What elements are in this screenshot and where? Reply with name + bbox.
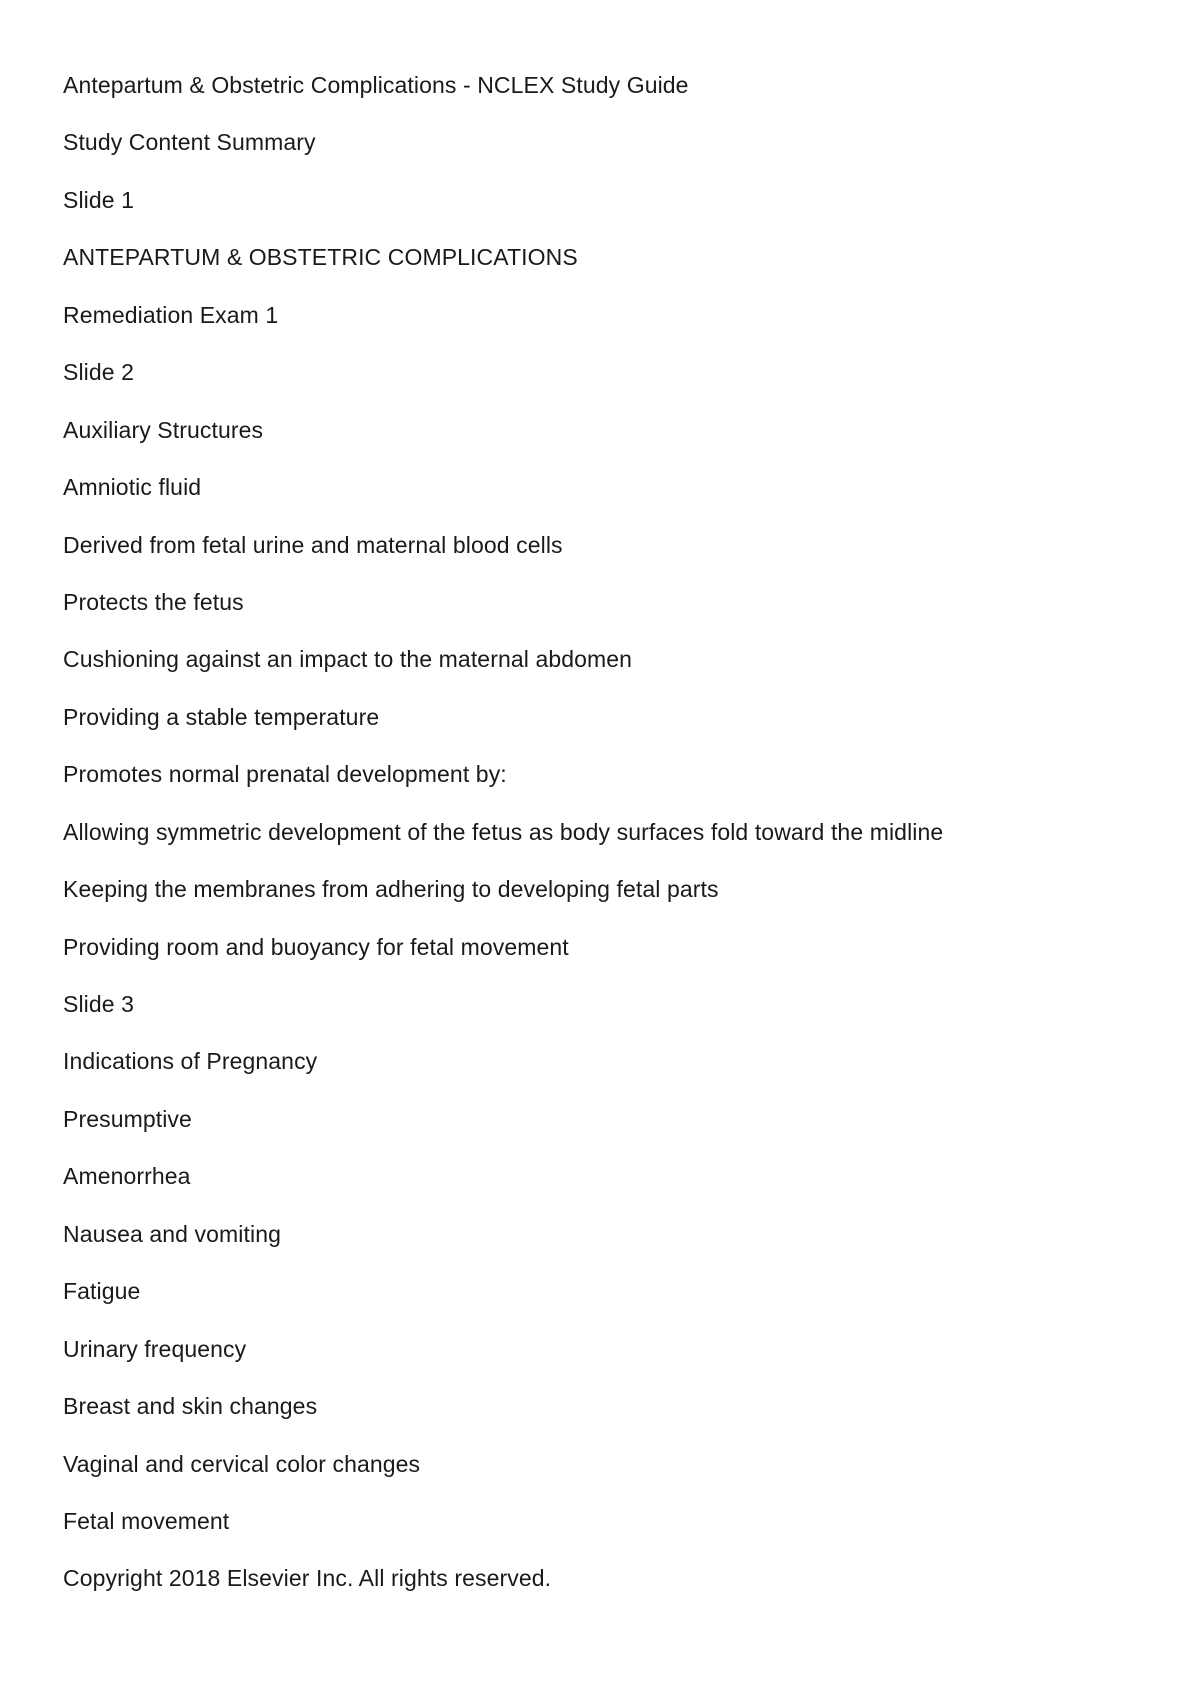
text-line: Amenorrhea	[63, 1163, 191, 1190]
text-line: Allowing symmetric development of the fetus as body surfaces fold toward the midline	[63, 818, 944, 845]
document-text	[63, 68, 943, 1619]
text-line: Derived from fetal urine and maternal blood cells	[63, 531, 563, 558]
slide-heading: Auxiliary Structures	[63, 416, 264, 443]
slide-label: Slide 3	[63, 991, 135, 1017]
text-line: Providing a stable temperature	[63, 703, 380, 730]
text-line: Promotes normal prenatal development by:	[63, 761, 507, 788]
text-line: Presumptive	[63, 1105, 192, 1132]
text-line: Keeping the membranes from adhering to developing fetal parts	[63, 876, 719, 903]
text-line: Protects the fetus	[63, 588, 244, 615]
document-title: Antepartum & Obstetric Complications - NCLEX Study Guide	[63, 72, 689, 98]
text-line: Cushioning against an impact to the maternal abdomen	[63, 646, 633, 673]
text-line: Urinary frequency	[63, 1335, 247, 1362]
text-line: Fetal movement	[63, 1507, 230, 1534]
document-subtitle: Study Content Summary	[63, 129, 316, 156]
slide-heading: Indications of Pregnancy	[63, 1048, 318, 1075]
text-line: Remediation Exam 1	[63, 301, 279, 328]
slide-heading: ANTEPARTUM & OBSTETRIC COMPLICATIONS	[63, 244, 578, 271]
slide-label: Slide 1	[63, 186, 135, 213]
text-line: Amniotic fluid	[63, 474, 202, 501]
text-line: Vaginal and cervical color changes	[63, 1450, 421, 1477]
text-line: Nausea and vomiting	[63, 1220, 281, 1247]
text-line: Providing room and buoyancy for fetal movement	[63, 933, 569, 960]
text-line: Fatigue	[63, 1278, 141, 1305]
slide-label: Slide 2	[63, 359, 135, 386]
text-line: Breast and skin changes	[63, 1393, 318, 1420]
copyright-notice: Copyright 2018 Elsevier Inc. All rights reserved.	[63, 1565, 552, 1592]
